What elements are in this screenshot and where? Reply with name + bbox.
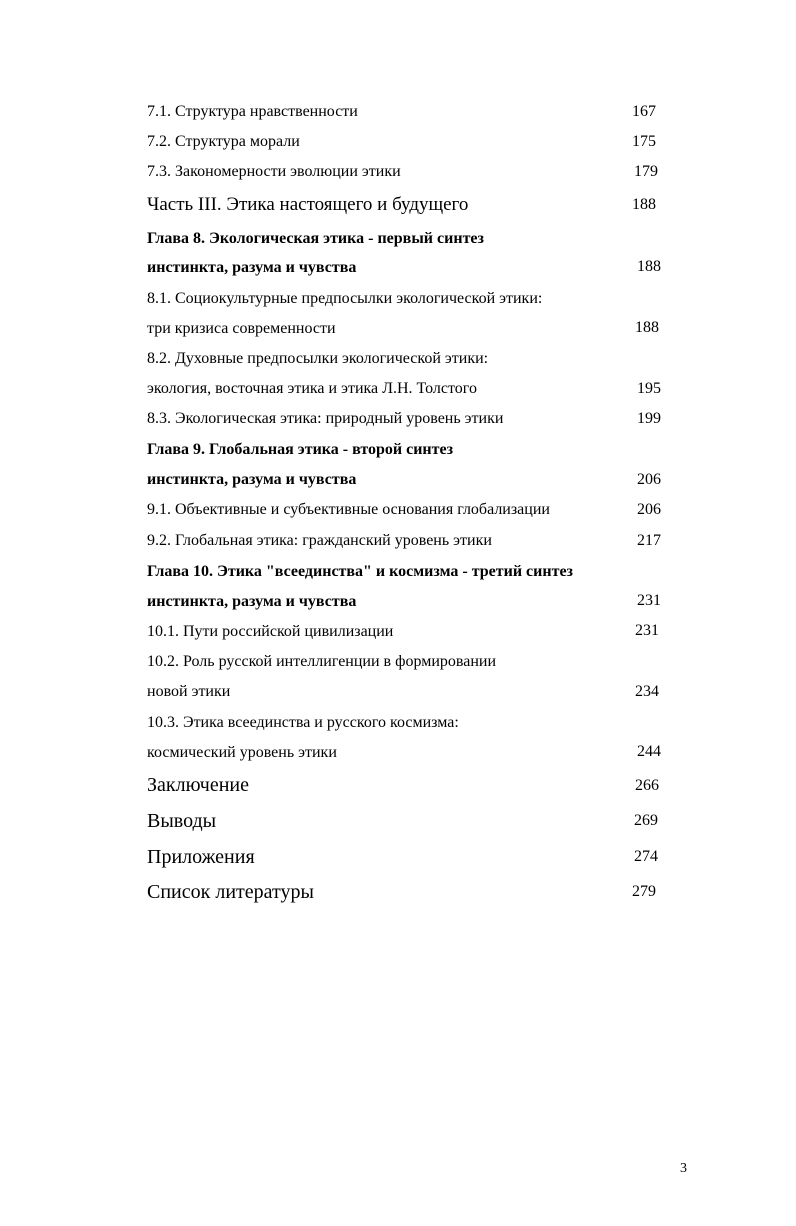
toc-chapter-9-title: Глава 9. Глобальная этика - второй синтез bbox=[147, 441, 454, 458]
toc-page-chapter-9: 206 bbox=[637, 471, 661, 488]
toc-entry-8-1: 8.1. Социокультурные предпосылки экологической этики: bbox=[147, 290, 543, 307]
toc-entry-10-1: 10.1. Пути российской цивилизации bbox=[147, 623, 394, 640]
toc-chapter-8-subtitle: инстинкта, разума и чувства bbox=[147, 259, 357, 276]
toc-page-7-2: 175 bbox=[632, 133, 656, 150]
toc-page-10-3: 244 bbox=[637, 743, 661, 760]
toc-entry-10-3: 10.3. Этика всеединства и русского космизма: bbox=[147, 714, 459, 731]
toc-page-9-2: 217 bbox=[637, 532, 661, 549]
toc-page-9-1: 206 bbox=[637, 501, 661, 518]
toc-chapter-9-subtitle: инстинкта, разума и чувства bbox=[147, 471, 357, 488]
toc-bibliography: Список литературы bbox=[147, 881, 314, 903]
page-number: 3 bbox=[680, 1161, 687, 1176]
toc-entry-8-3: 8.3. Экологическая этика: природный уровень этики bbox=[147, 410, 504, 427]
toc-page-10-1: 231 bbox=[635, 622, 659, 639]
toc-entry-8-2: 8.2. Духовные предпосылки экологической этики: bbox=[147, 350, 489, 367]
toc-page-part-3: 188 bbox=[632, 196, 656, 213]
toc-entry-10-2: 10.2. Роль русской интеллигенции в формировании bbox=[147, 653, 497, 670]
toc-page-8-1: 188 bbox=[635, 319, 659, 336]
toc-page-7-3: 179 bbox=[634, 163, 658, 180]
toc-page-8-3: 199 bbox=[637, 410, 661, 427]
toc-page-conclusion: 266 bbox=[635, 777, 659, 794]
toc-page-chapter-8: 188 bbox=[637, 258, 661, 275]
toc-entry-9-1: 9.1. Объективные и субъективные основания глобализации bbox=[147, 501, 550, 518]
toc-entry-7-3: 7.3. Закономерности эволюции этики bbox=[147, 163, 401, 180]
toc-part-3-title: Часть III. Этика настоящего и будущего bbox=[147, 194, 469, 215]
toc-entry-8-1-cont: три кризиса современности bbox=[147, 320, 336, 337]
toc-conclusion: Заключение bbox=[147, 774, 249, 796]
toc-entry-10-2-cont: новой этики bbox=[147, 683, 231, 700]
toc-entry-7-2: 7.2. Структура морали bbox=[147, 133, 300, 150]
toc-entry-7-1: 7.1. Структура нравственности bbox=[147, 103, 358, 120]
toc-page-7-1: 167 bbox=[632, 103, 656, 120]
toc-page-chapter-10: 231 bbox=[637, 592, 661, 609]
toc-entry-9-2: 9.2. Глобальная этика: гражданский уровень этики bbox=[147, 532, 492, 549]
toc-chapter-10-title: Глава 10. Этика "всеединства" и космизма - третий синтез bbox=[147, 563, 573, 580]
toc-page-10-2: 234 bbox=[635, 683, 659, 700]
toc-page-bibliography: 279 bbox=[632, 883, 656, 900]
toc-entry-8-2-cont: экология, восточная этика и этика Л.Н. Толстого bbox=[147, 380, 477, 397]
toc-findings: Выводы bbox=[147, 810, 217, 832]
toc-appendices: Приложения bbox=[147, 846, 255, 868]
toc-page-findings: 269 bbox=[634, 812, 658, 829]
toc-page-8-2: 195 bbox=[637, 380, 661, 397]
toc-page-appendices: 274 bbox=[634, 848, 658, 865]
toc-chapter-8-title: Глава 8. Экологическая этика - первый синтез bbox=[147, 230, 484, 247]
toc-chapter-10-subtitle: инстинкта, разума и чувства bbox=[147, 593, 357, 610]
toc-entry-10-3-cont: космический уровень этики bbox=[147, 744, 337, 761]
